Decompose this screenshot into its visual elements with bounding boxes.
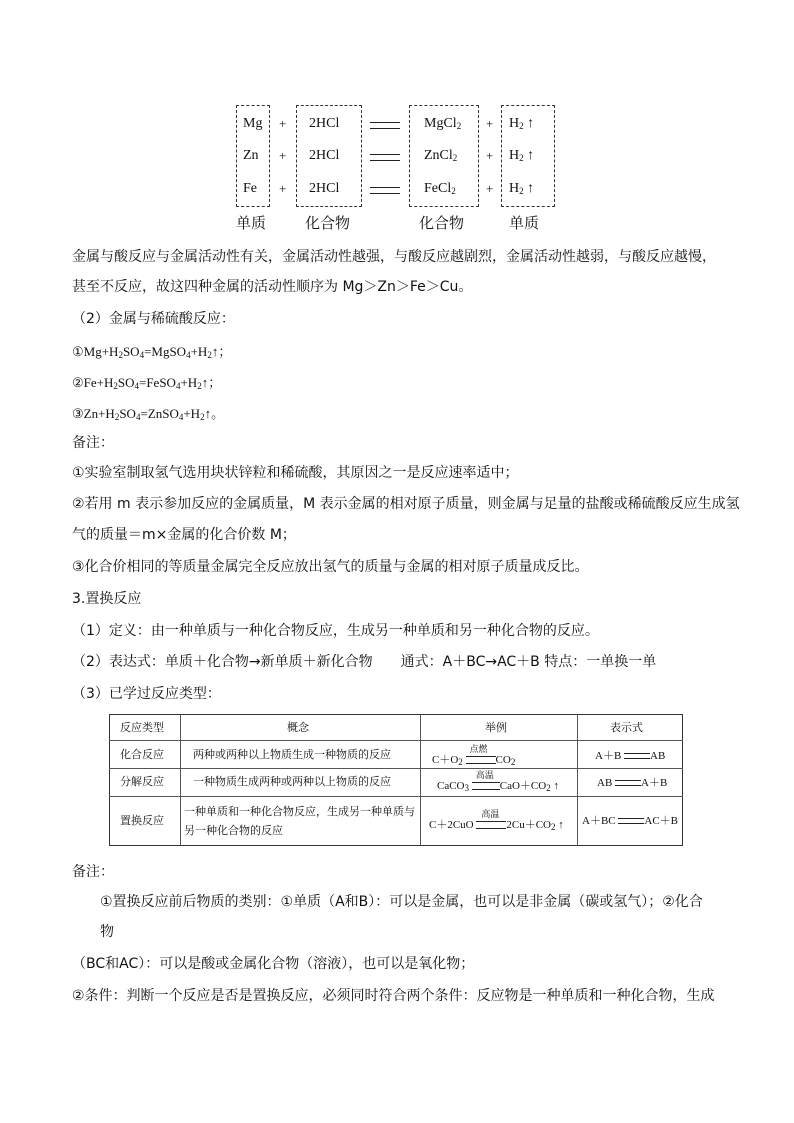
- equals-sign: [370, 154, 400, 161]
- note-3: ③化合价相同的等质量金属完全反应放出氢气的质量与金属的相对原子质量成反比。: [72, 559, 589, 575]
- table-cell-concept: 一种单质和一种化合物反应，生成另一种单质与另一种化合物的反应: [184, 805, 415, 837]
- salt-zncl2: ZnCl$_2$: [424, 148, 458, 163]
- table-cell-concept: 两种或两种以上物质生成一种物质的反应: [193, 748, 391, 761]
- gas-h2: $H_2$ ↑: [509, 181, 535, 196]
- paragraph-activity-line2: 甚至不反应，故这四种金属的活动性顺序为 Mg＞Zn＞Fe＞Cu。: [72, 279, 473, 295]
- equals-sign: [370, 122, 400, 129]
- label-element: 单质: [509, 214, 540, 232]
- note2-line2: 物: [100, 924, 114, 940]
- plus-sign: +: [279, 148, 287, 163]
- reaction-zn: $③Zn+H_2SO_4=ZnSO_4+H_2↑$。: [72, 406, 225, 422]
- paragraph-activity-line1: 金属与酸反应与金属活动性有关，金属活动性越强，与酸反应越剧烈，金属活动性越弱，与酸反应越慢，: [72, 249, 716, 265]
- salt-fecl2: FeCl$_2$: [424, 181, 456, 196]
- condition-high-temp: 高温: [481, 810, 500, 821]
- acid-hcl: 2HCl: [309, 181, 340, 196]
- label-element: 单质: [236, 214, 267, 232]
- note-2-line2: 气的质量＝m×金属的化合价数 M；: [72, 527, 296, 543]
- section-2-title: （2）金属与稀硫酸反应：: [72, 311, 235, 327]
- reaction-mg: $①Mg+H_2SO_4=MgSO_4+H_2↑$；: [72, 344, 232, 360]
- table-divider: [109, 768, 683, 769]
- example-combination: $C+O_2$ 点燃 $CO_2$: [432, 745, 516, 767]
- note-1: ①实验室制取氢气选用块状锌粒和稀硫酸，其原因之一是反应速率适中；: [72, 465, 519, 481]
- note2-line4: ②条件：判断一个反应是否是置换反应，必须同时符合两个条件：反应物是一种单质和一种化合物，生成: [72, 988, 715, 1004]
- salt-mgcl2: MgCl$_2$: [424, 116, 462, 131]
- plus-sign: +: [279, 181, 287, 196]
- example-decomposition: CaCO$_3$ 高温 $CaO+CO_2$ ↑: [437, 771, 559, 793]
- section-3-title: 3.置换反应: [72, 591, 142, 607]
- note2-title: 备注：: [72, 864, 114, 880]
- plus-sign: +: [279, 116, 287, 131]
- condition-high-temp: 高温: [475, 771, 494, 782]
- expr-combination: A＋B AB: [595, 750, 666, 762]
- expr-displacement: A＋BC AC＋B: [582, 815, 678, 827]
- plus-sign: +: [486, 181, 494, 196]
- gas-h2: $H_2$ ↑: [509, 116, 535, 131]
- table-cell-concept: 一种物质生成两种或两种以上物质的反应: [193, 775, 391, 788]
- plus-sign: +: [486, 116, 494, 131]
- label-compound: 化合物: [305, 214, 351, 232]
- condition-ignite: 点燃: [469, 745, 488, 756]
- metal-fe: Fe: [243, 181, 257, 196]
- expr-decomposition: AB A＋B: [597, 777, 668, 789]
- acid-hcl: 2HCl: [309, 116, 340, 131]
- table-header: 概念: [287, 721, 309, 734]
- table-cell-type: 分解反应: [120, 775, 164, 788]
- table-divider: [109, 796, 683, 797]
- gas-h2: $H_2$ ↑: [509, 148, 535, 163]
- table-divider: [109, 740, 683, 741]
- table-divider: [420, 714, 421, 846]
- note-2-line1: ②若用 m 表示参加反应的金属质量，M 表示金属的相对原子质量，则金属与足量的盐酸或稀硫酸反应生成氢: [72, 496, 740, 512]
- table-divider: [180, 714, 181, 846]
- note-title: 备注：: [72, 435, 114, 451]
- label-compound: 化合物: [419, 214, 465, 232]
- equals-sign: [370, 187, 400, 194]
- table-header: 举例: [485, 721, 507, 734]
- table-cell-type: 化合反应: [120, 748, 164, 761]
- example-displacement: C＋2CuO 高温 $2Cu+CO_2$ ↑: [429, 810, 564, 832]
- table-cell-type: 置换反应: [120, 814, 164, 827]
- metal-zn: Zn: [243, 148, 259, 163]
- note2-line3: （BC和AC）：可以是酸或金属化合物（溶液），也可以是氧化物；: [72, 956, 475, 972]
- table-header: 表示式: [610, 721, 643, 734]
- acid-hcl: 2HCl: [309, 148, 340, 163]
- expression: （2）表达式：单质＋化合物→新单质＋新化合物 通式：A＋BC→AC＋B 特点：一单换一单: [72, 654, 657, 670]
- reaction-fe: $②Fe+H_2SO_4=FeSO_4+H_2↑$；: [72, 375, 222, 391]
- table-divider: [577, 714, 578, 846]
- note2-line1: ①置换反应前后物质的类别：①单质（A和B）：可以是金属，也可以是非金属（碳或氢气）；②化合: [100, 894, 703, 910]
- metal-mg: Mg: [243, 116, 263, 131]
- definition: （1）定义：由一种单质与一种化合物反应，生成另一种单质和另一种化合物的反应。: [72, 623, 599, 639]
- plus-sign: +: [486, 148, 494, 163]
- reaction-types-intro: （3）已学过反应类型：: [72, 686, 221, 702]
- table-header: 反应类型: [120, 721, 164, 734]
